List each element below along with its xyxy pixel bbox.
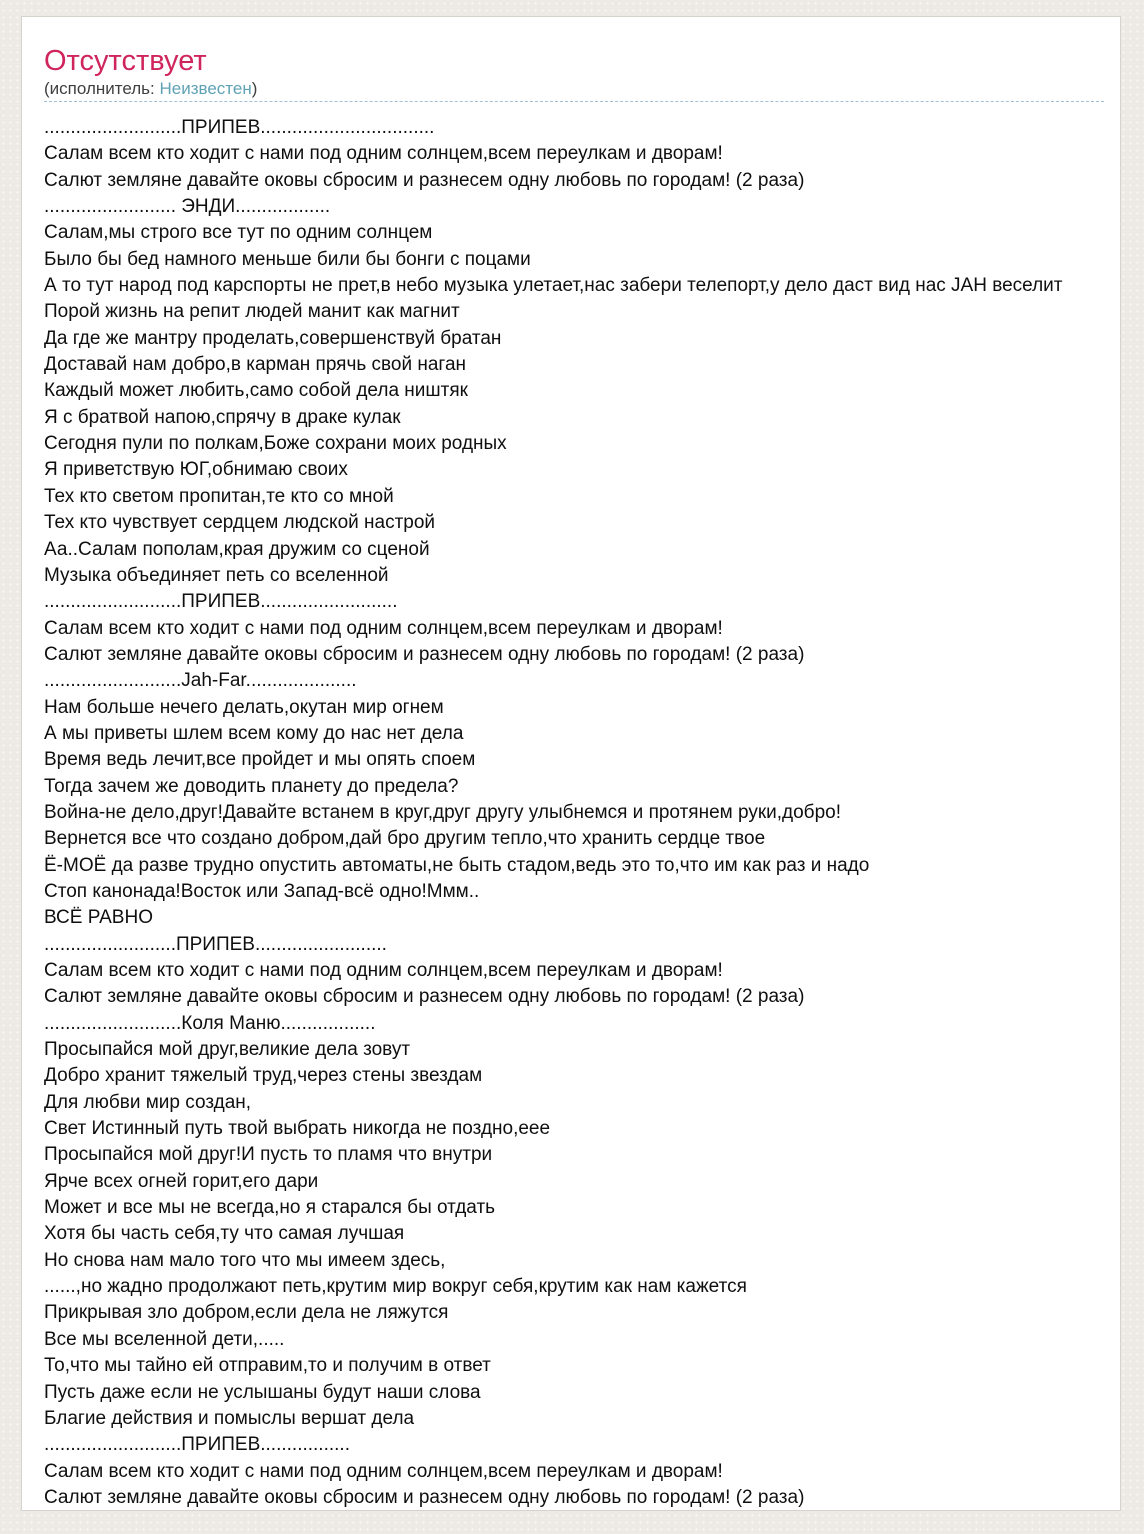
artist-line	[44, 78, 1104, 102]
lyric-line: Было бы бед намного меньше били бы бонги с поцами	[44, 248, 531, 270]
lyric-line: Салам всем кто ходит с нами под одним солнцем,всем переулкам и дворам!	[44, 1460, 723, 1482]
header	[44, 45, 1104, 102]
lyrics-panel	[21, 16, 1121, 1511]
lyric-line: Я приветствую ЮГ,обнимаю своих	[44, 459, 348, 481]
artist-link[interactable]: Неизвестен	[159, 79, 252, 98]
lyric-line: Аа..Салам пополам,края дружим со сценой	[44, 538, 430, 560]
lyric-line: Я с братвой напою,спрячу в драке кулак	[44, 406, 401, 428]
lyric-line: Салют земляне давайте оковы сбросим и разнесем одну любовь по городам! (2 раза)	[44, 643, 805, 665]
lyric-line: Ё-МОЁ да разве трудно опустить автоматы,не быть стадом,ведь это то,что им как раз и надо	[44, 854, 870, 876]
lyric-line: Время ведь лечит,все пройдет и мы опять споем	[44, 749, 476, 771]
artist-label-close: )	[251, 79, 258, 98]
song-title: Отсутствует	[44, 45, 207, 77]
lyric-line: .........................ПРИПЕВ.........................	[44, 933, 387, 955]
lyric-line: Салам всем кто ходит с нами под одним солнцем,всем переулкам и дворам!	[44, 960, 723, 981]
lyric-line: Хотя бы часть себя,ту что самая лучшая	[44, 1223, 405, 1245]
lyric-line: Каждый может любить,само собой дела ништяк	[44, 380, 468, 402]
lyric-line: Доставай нам добро,в карман прячь свой наган	[44, 354, 467, 376]
lyric-line: ВСЁ РАВНО	[44, 907, 153, 929]
lyric-line: Да где же мантру проделать,совершенствуй братан	[44, 327, 502, 349]
lyric-line: ..........................ПРИПЕВ..........................	[44, 591, 398, 613]
lyric-line: Ярче всех огней горит,его дари	[44, 1170, 319, 1192]
lyric-line: Тех кто светом пропитан,те кто со мной	[44, 485, 394, 507]
lyrics	[44, 115, 1104, 1511]
lyric-line: Свет Истинный путь твой выбрать никогда не поздно,еее	[44, 1118, 551, 1140]
lyric-line: ..........................ПРИПЕВ.................	[44, 1434, 350, 1456]
lyric-line: Порой жизнь на репит людей манит как магнит	[44, 301, 460, 323]
lyric-line: Салют земляне давайте оковы сбросим и разнесем одну любовь по городам! (2 раза)	[44, 1486, 805, 1508]
lyric-line: Вернется все что создано добром,дай бро другим тепло,что хранить сердце твое	[44, 828, 766, 850]
lyric-line: Благие действия и помыслы вершат дела	[44, 1407, 415, 1429]
lyric-line: ......,но жадно продолжают петь,крутим мир вокруг себя,крутим как нам кажется	[44, 1276, 747, 1298]
artist-label: (исполнитель:	[44, 79, 160, 98]
lyric-line: Но снова нам мало того что мы имеем здесь,	[44, 1249, 446, 1271]
lyric-line: ..........................ПРИПЕВ.................................	[44, 117, 435, 138]
lyric-line: Музыка объединяет петь со вселенной	[44, 564, 389, 586]
lyric-line: Война-не дело,друг!Давайте встанем в круг,друг другу улыбнемся и протянем руки,добро!	[44, 801, 841, 823]
lyric-line: Все мы вселенной дети,.....	[44, 1328, 285, 1350]
lyric-line: Просыпайся мой друг!И пусть то пламя что внутри	[44, 1144, 493, 1166]
lyric-line: Тех кто чувствует сердцем людской настрой	[44, 512, 436, 534]
lyric-line: ..........................Jah-Far.....................	[44, 670, 357, 692]
lyric-line: Просыпайся мой друг,великие дела зовут	[44, 1039, 411, 1061]
lyric-line: Для любви мир создан,	[44, 1091, 252, 1113]
lyric-line: То,что мы тайно ей отправим,то и получим в ответ	[44, 1355, 491, 1377]
lyric-line: Сегодня пули по полкам,Боже сохрани моих родных	[44, 433, 507, 455]
lyric-line: Нам больше нечего делать,окутан мир огнем	[44, 696, 444, 718]
lyric-line: Тогда зачем же доводить планету до предела?	[44, 775, 459, 797]
lyric-line: Салам всем кто ходит с нами под одним солнцем,всем переулкам и дворам!	[44, 143, 723, 165]
lyric-line: Прикрывая зло добром,если дела не ляжутся	[44, 1302, 449, 1324]
lyric-line: Салам всем кто ходит с нами под одним солнцем,всем переулкам и дворам!	[44, 617, 723, 639]
lyric-line: ......................... ЭНДИ..................	[44, 196, 331, 218]
lyric-line: Салют земляне давайте оковы сбросим и разнесем одну любовь по городам! (2 раза)	[44, 169, 805, 191]
lyric-line: Может и все мы не всегда,но я старался бы отдать	[44, 1197, 496, 1219]
lyric-line: Добро хранит тяжелый труд,через стены звездам	[44, 1065, 483, 1087]
lyric-line: А то тут народ под карспорты не прет,в небо музыка улетает,нас забери телепорт,у дело даст вид нас JAH веселит	[44, 275, 1063, 297]
lyric-line: Салам,мы строго все тут по одним солнцем	[44, 222, 433, 244]
lyric-line: Салют земляне давайте оковы сбросим и разнесем одну любовь по городам! (2 раза)	[44, 986, 805, 1008]
lyric-line: А мы приветы шлем всем кому до нас нет дела	[44, 722, 464, 744]
lyric-line: Пусть даже если не услышаны будут наши слова	[44, 1381, 481, 1403]
lyric-line: Стоп канонада!Восток или Запад-всё одно!Ммм..	[44, 880, 480, 902]
lyric-line: ..........................Коля Маню..................	[44, 1012, 376, 1034]
